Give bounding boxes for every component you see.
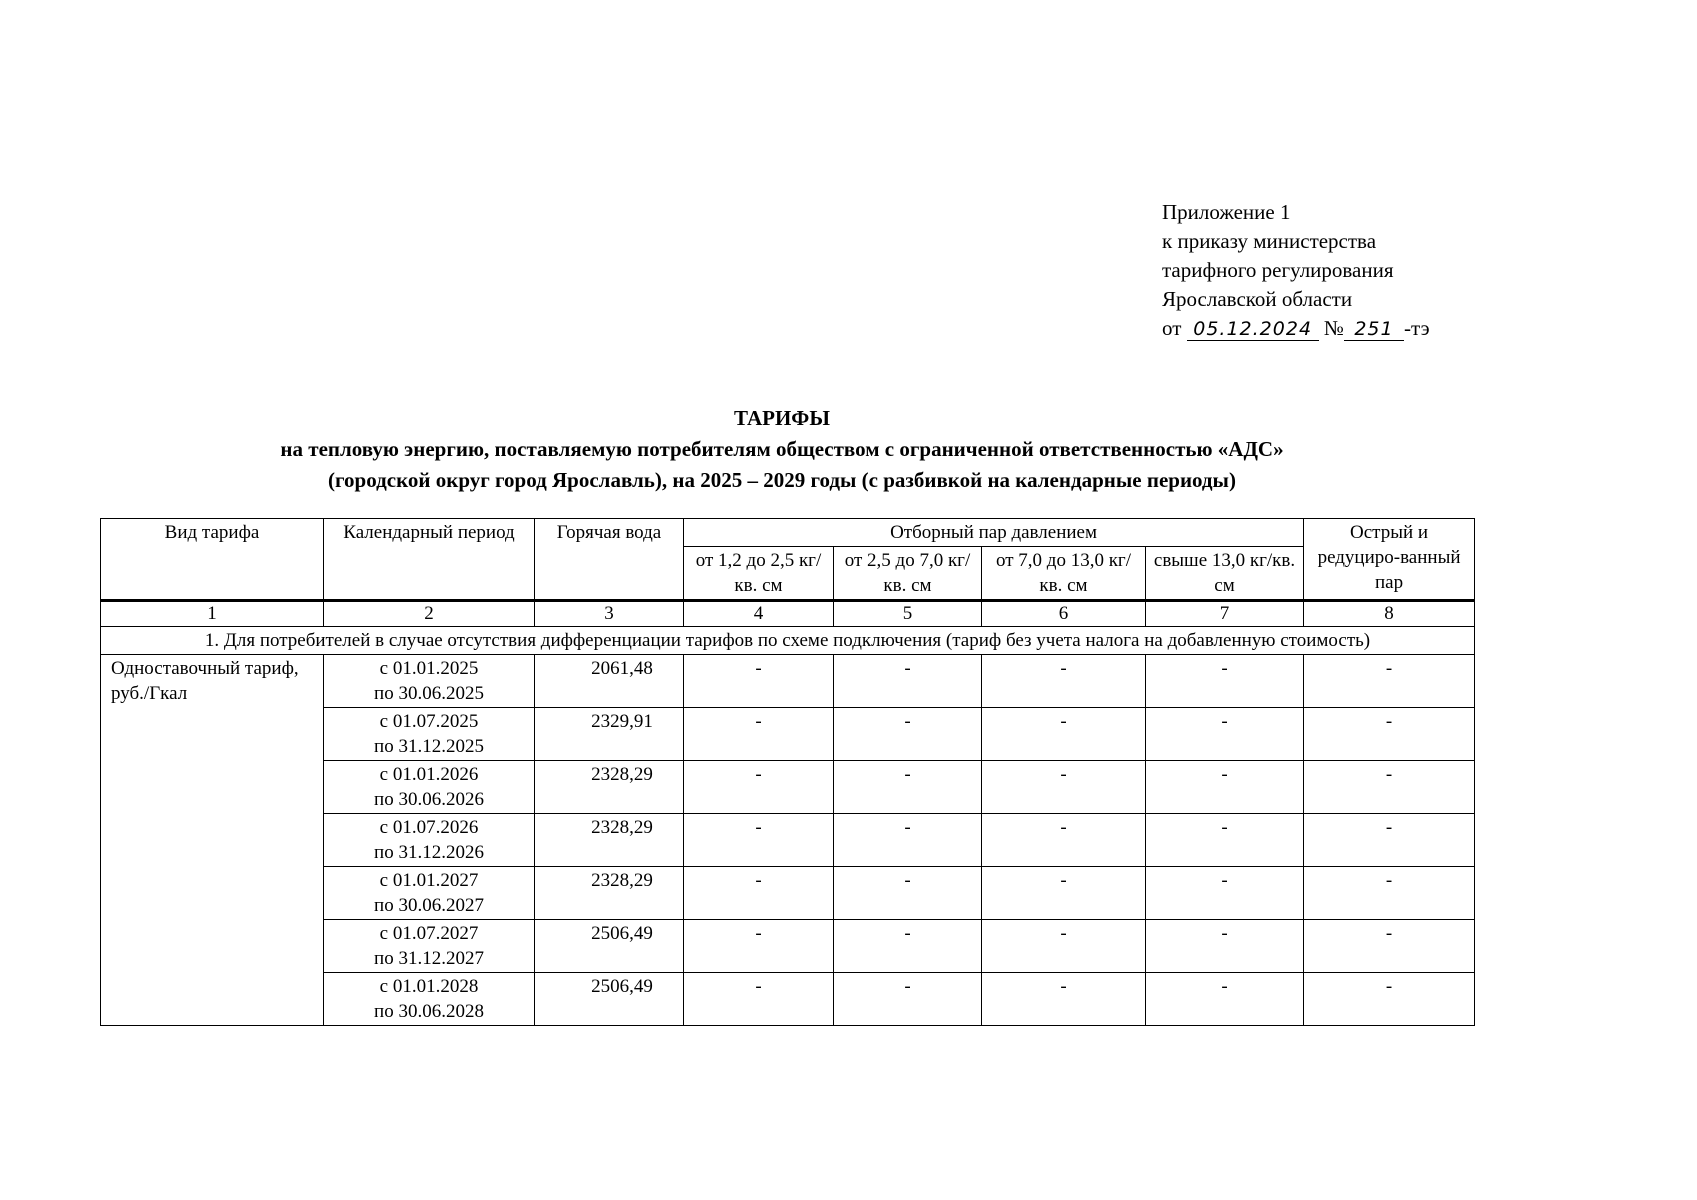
period-to: по 31.12.2027: [374, 948, 484, 969]
dash-cell: -: [834, 814, 982, 867]
number-suffix: -тэ: [1403, 316, 1430, 340]
handwritten-date: 05.12.2024: [1187, 318, 1319, 341]
period-cell: [324, 655, 535, 708]
dash-cell: -: [1304, 655, 1475, 708]
section-1-title: 1. Для потребителей в случае отсутствия дифференциации тарифов по схеме подключения (тариф без учета налога на добавленную стоимость): [101, 627, 1475, 655]
period-from: с 01.07.2026: [379, 817, 479, 838]
header-steam-3: от 7,0 до 13,0 кг/кв. см: [982, 547, 1146, 601]
period-from: с 01.01.2026: [379, 764, 479, 785]
header-period: Календарный период: [324, 519, 535, 601]
dash-cell: -: [834, 867, 982, 920]
tariff-type-cell: Одноставочный тариф, руб./Гкал: [101, 655, 324, 1026]
period-to: по 30.06.2027: [374, 895, 484, 916]
title-heading: ТАРИФЫ: [734, 406, 830, 430]
dash-cell: -: [684, 708, 834, 761]
appendix-date-line: [1162, 314, 1430, 343]
number-prefix: №: [1323, 316, 1344, 340]
appendix-line-4: Ярославской области: [1162, 287, 1353, 311]
dash-cell: -: [1304, 814, 1475, 867]
header-row-1: [101, 519, 1475, 547]
table-row: [101, 655, 1475, 708]
dash-cell: -: [1146, 814, 1304, 867]
dash-cell: -: [1146, 867, 1304, 920]
dash-cell: -: [982, 761, 1146, 814]
handwritten-number: 251: [1344, 318, 1404, 341]
period-to: по 30.06.2025: [374, 683, 484, 704]
dash-cell: -: [684, 814, 834, 867]
period-cell: [324, 761, 535, 814]
dash-cell: -: [684, 867, 834, 920]
period-to: по 30.06.2028: [374, 1001, 484, 1022]
header-steam-2: от 2,5 до 7,0 кг/кв. см: [834, 547, 982, 601]
header-sharp-steam: Острый и редуциро-ванный пар: [1304, 519, 1475, 601]
column-number: 5: [834, 601, 982, 627]
dash-cell: -: [684, 973, 834, 1026]
dash-cell: -: [982, 708, 1146, 761]
dash-cell: -: [684, 761, 834, 814]
dash-cell: -: [982, 655, 1146, 708]
period-cell: [324, 708, 535, 761]
hot-water-value: 2506,49: [535, 973, 684, 1026]
dash-cell: -: [1304, 761, 1475, 814]
period-to: по 30.06.2026: [374, 789, 484, 810]
dash-cell: -: [1304, 920, 1475, 973]
dash-cell: -: [1304, 973, 1475, 1026]
period-from: с 01.07.2025: [379, 711, 479, 732]
dash-cell: -: [1146, 920, 1304, 973]
column-number: 2: [324, 601, 535, 627]
header-steam-1: от 1,2 до 2,5 кг/кв. см: [684, 547, 834, 601]
period-from: с 01.01.2028: [379, 976, 479, 997]
period-cell: [324, 973, 535, 1026]
date-prefix: от: [1162, 316, 1182, 340]
dash-cell: -: [1146, 708, 1304, 761]
dash-cell: -: [1146, 761, 1304, 814]
column-number: 6: [982, 601, 1146, 627]
appendix-line-1: Приложение 1: [1162, 200, 1291, 224]
dash-cell: -: [982, 867, 1146, 920]
column-number: 4: [684, 601, 834, 627]
column-number: 8: [1304, 601, 1475, 627]
appendix-block: [1162, 198, 1430, 343]
header-hot-water: Горячая вода: [535, 519, 684, 601]
column-number: 7: [1146, 601, 1304, 627]
hot-water-value: 2328,29: [535, 867, 684, 920]
period-to: по 31.12.2025: [374, 736, 484, 757]
tariff-rows: [101, 655, 1475, 1026]
dash-cell: -: [834, 655, 982, 708]
period-cell: [324, 920, 535, 973]
document-title: [0, 403, 1564, 496]
dash-cell: -: [1304, 708, 1475, 761]
dash-cell: -: [834, 708, 982, 761]
period-from: с 01.01.2027: [379, 870, 479, 891]
hot-water-value: 2329,91: [535, 708, 684, 761]
appendix-line-3: тарифного регулирования: [1162, 258, 1394, 282]
dash-cell: -: [684, 920, 834, 973]
hot-water-value: 2506,49: [535, 920, 684, 973]
column-number: 3: [535, 601, 684, 627]
dash-cell: -: [684, 655, 834, 708]
dash-cell: -: [834, 761, 982, 814]
dash-cell: -: [1146, 655, 1304, 708]
appendix-line-2: к приказу министерства: [1162, 229, 1377, 253]
period-cell: [324, 867, 535, 920]
period-to: по 31.12.2026: [374, 842, 484, 863]
header-tariff-type: Вид тарифа: [101, 519, 324, 601]
header-steam-4: свыше 13,0 кг/кв. см: [1146, 547, 1304, 601]
tariffs-table: [100, 518, 1475, 1026]
column-numbers-row: [101, 601, 1475, 627]
period-cell: [324, 814, 535, 867]
header-steam-group: Отборный пар давлением: [684, 519, 1304, 547]
dash-cell: -: [1146, 973, 1304, 1026]
period-from: с 01.07.2027: [379, 923, 479, 944]
dash-cell: -: [982, 814, 1146, 867]
dash-cell: -: [1304, 867, 1475, 920]
period-from: с 01.01.2025: [379, 658, 479, 679]
dash-cell: -: [982, 920, 1146, 973]
hot-water-value: 2328,29: [535, 814, 684, 867]
dash-cell: -: [834, 973, 982, 1026]
dash-cell: -: [834, 920, 982, 973]
section-row: [101, 627, 1475, 655]
hot-water-value: 2061,48: [535, 655, 684, 708]
column-number: 1: [101, 601, 324, 627]
dash-cell: -: [982, 973, 1146, 1026]
hot-water-value: 2328,29: [535, 761, 684, 814]
title-line-2: (городской округ город Ярославль), на 2025 – 2029 годы (с разбивкой на календарные периоды): [328, 468, 1236, 492]
title-line-1: на тепловую энергию, поставляемую потребителям обществом с ограниченной ответственностью «АДС»: [280, 437, 1284, 461]
